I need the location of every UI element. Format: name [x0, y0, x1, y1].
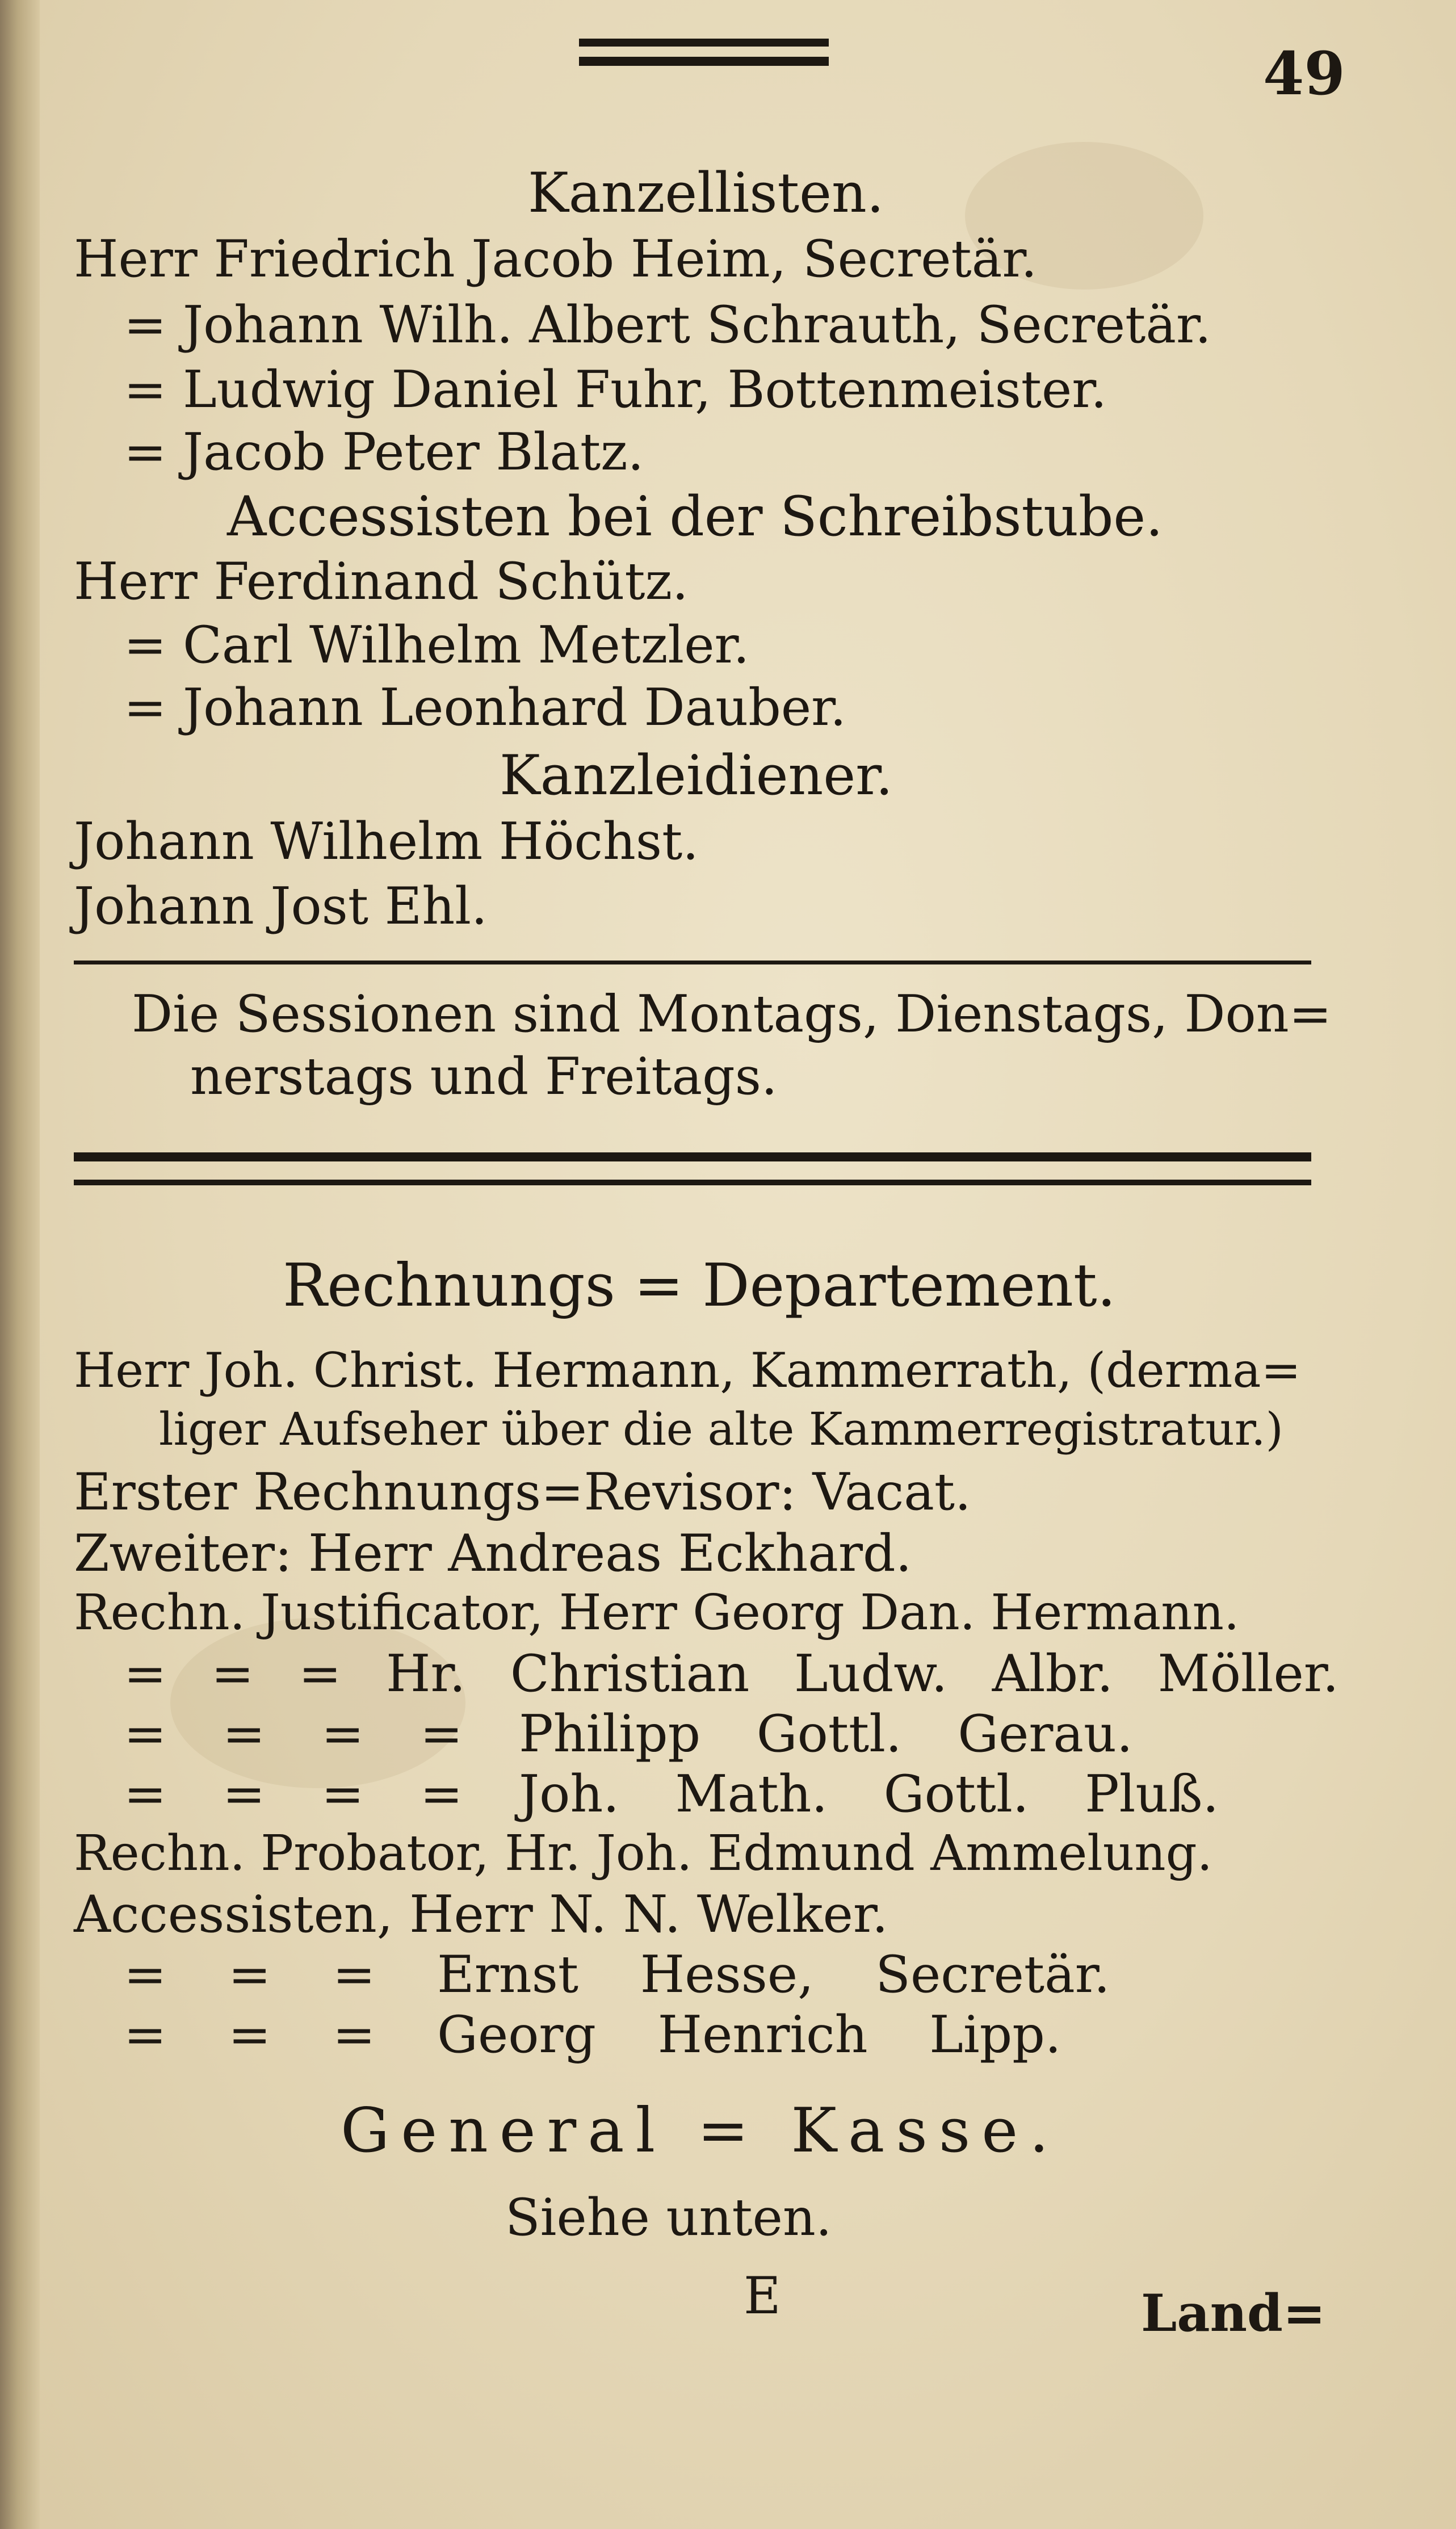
text-line: Rechn. Justificator, Herr Georg Dan. Hermann. — [74, 1584, 1240, 1641]
page-number: 49 — [1263, 39, 1345, 108]
text-line: = = = = Philipp Gottl. Gerau. — [124, 1704, 1133, 1764]
list-item: = Carl Wilhelm Metzler. — [124, 615, 750, 675]
text-line: Erster Rechnungs=Revisor: Vacat. — [74, 1462, 971, 1522]
list-item: Herr Friedrich Jacob Heim, Secretär. — [74, 229, 1038, 289]
text-line: Accessisten, Herr N. N. Welker. — [74, 1885, 888, 1944]
text-line: Rechn. Probator, Hr. Joh. Edmund Ammelung. — [74, 1825, 1212, 1882]
text-line: liger Aufseher über die alte Kammerregistratur.) — [159, 1403, 1283, 1456]
text-line: Zweiter: Herr Andreas Eckhard. — [74, 1524, 912, 1583]
list-item: Johann Wilhelm Höchst. — [74, 812, 699, 871]
section-divider — [74, 961, 1311, 964]
text-line: = = = Georg Henrich Lipp. — [124, 2005, 1061, 2065]
section-heading-rechnungs: Rechnungs = Departement. — [283, 1251, 1116, 1320]
list-item: = Johann Wilh. Albert Schrauth, Secretär. — [124, 295, 1211, 355]
sessions-note-line: nerstags und Freitags. — [190, 1047, 778, 1106]
list-item: Herr Ferdinand Schütz. — [74, 552, 689, 611]
section-heading-accessisten: Accessisten bei der Schreibstube. — [227, 485, 1163, 548]
text-line: = = = = Joh. Math. Gottl. Pluß. — [124, 1764, 1219, 1824]
text-line: = = = Ernst Hesse, Secretär. — [124, 1945, 1110, 2004]
list-item: = Johann Leonhard Dauber. — [124, 678, 846, 737]
double-rule — [74, 1152, 1311, 1161]
section-heading-kanzellisten: Kanzellisten. — [528, 161, 884, 225]
header-ornament-rule — [579, 39, 829, 47]
binding-gutter — [0, 0, 40, 2529]
list-item: Johann Jost Ehl. — [74, 876, 488, 936]
section-heading-kanzleidiener: Kanzleidiener. — [500, 744, 893, 807]
section-heading-general-kasse: General = Kasse. — [341, 2095, 1060, 2166]
list-item: = Ludwig Daniel Fuhr, Bottenmeister. — [124, 360, 1107, 420]
text-line: Herr Joh. Christ. Hermann, Kammerrath, (derma= — [74, 1343, 1301, 1398]
catchword: Land= — [1141, 2283, 1326, 2343]
header-ornament-rule — [579, 57, 829, 66]
double-rule — [74, 1180, 1311, 1185]
sessions-note-line: Die Sessionen sind Montags, Dienstags, Don= — [132, 984, 1332, 1044]
signature-mark: E — [744, 2266, 781, 2326]
text-line: Siehe unten. — [505, 2188, 832, 2247]
text-line: = = = Hr. Christian Ludw. Albr. Möller. — [124, 1644, 1339, 1704]
list-item: = Jacob Peter Blatz. — [124, 422, 644, 482]
